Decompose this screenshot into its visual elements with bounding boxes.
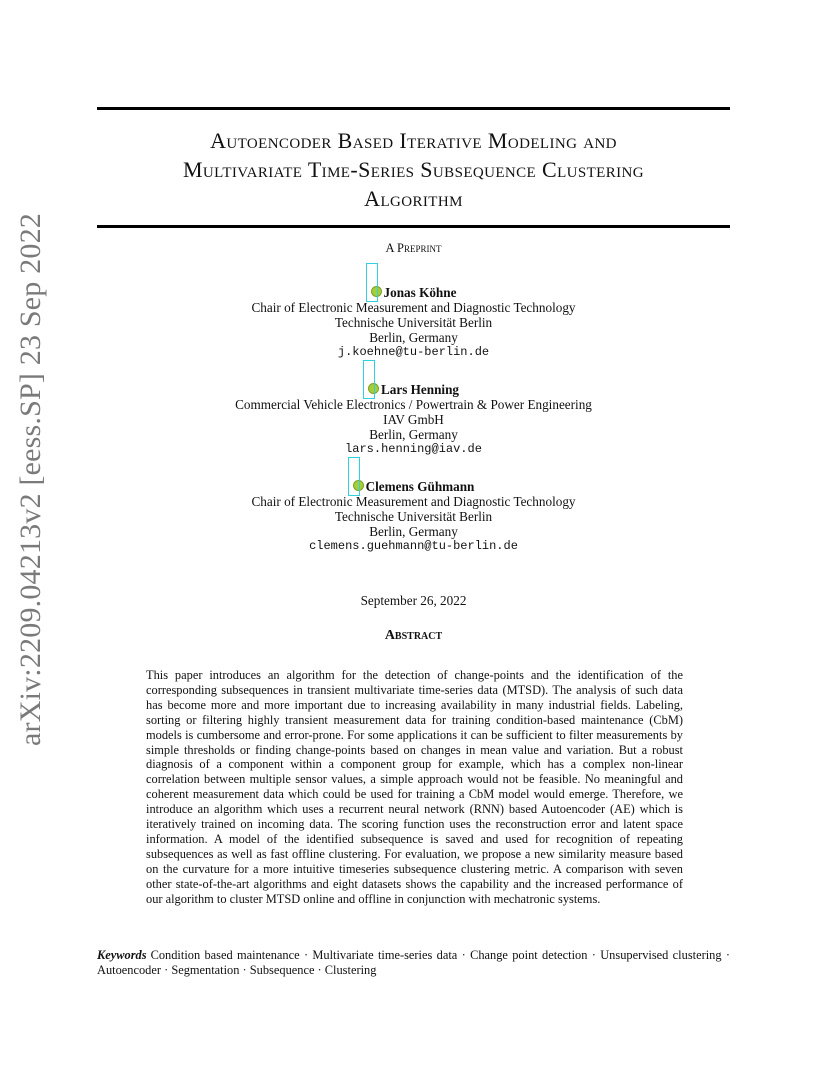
author-affiliation: Chair of Electronic Measurement and Diagnostic Technology [251,300,576,315]
orcid-icon[interactable] [353,480,364,491]
author-block-3 [97,479,730,554]
title-line-3: Algorithm [364,186,463,211]
orcid-link-box[interactable] [348,457,360,496]
author-location: Berlin, Germany [369,524,458,539]
keywords-label: Keywords [97,948,147,962]
orcid-link-box[interactable] [366,263,378,302]
title-line-1: Autoencoder Based Iterative Modeling and [210,128,617,153]
arxiv-stamp[interactable]: arXiv:2209.04213v2 [eess.SP] 23 Sep 2022 [14,213,47,746]
author-institution: Technische Universität Berlin [334,315,493,330]
author-email[interactable]: clemens.guehmann@tu-berlin.de [309,539,518,553]
orcid-link-box[interactable] [363,360,375,399]
author-block-2 [97,382,730,457]
author-name: Jonas Köhne [383,285,457,300]
publication-date: September 26, 2022 [360,593,467,608]
keywords-text: Condition based maintenance · Multivariate time-series data · Change point detection · Unsupervised clustering · Autoencoder · Segmentation · Subsequence · Clustering [97,948,730,977]
preprint-label: A Preprint [385,241,442,255]
title-rule-bottom [97,225,730,228]
abstract-heading: Abstract [384,628,443,643]
author-name: Clemens Gühmann [365,479,475,494]
author-institution: IAV GmbH [383,412,444,427]
author-name: Lars Henning [380,382,460,397]
orcid-icon[interactable] [368,383,379,394]
paper-title [97,126,730,213]
author-location: Berlin, Germany [369,330,458,345]
author-institution: Technische Universität Berlin [334,509,493,524]
keywords [97,948,730,978]
abstract-text: This paper introduces an algorithm for the detection of change-points and the identification of the corresponding subsequences in transient multivariate time-series data (MTSD). The analysis of such data has become more and more important due to increasing availability in many industrial fields. Labeling, sorting or filtering highly transient measurement data for training condition-based maintenance (CbM) models is cumbersome and error-prone. For some applications it can be sufficient to filter measurements by simple thresholds or finding change-points based on changes in mean value and variation. But a robust diagnosis of a component within a component group for example, which has a complex non-linear correlation between multiple sensor values, a simple approach would not be feasible. No meaningful and coherent measurement data which could be used for training a CbM model would emerge. Therefore, we introduce an algorithm which uses a recurrent neural network (RNN) based Autoencoder (AE) which is iteratively trained on incoming data. The scoring function uses the reconstruction error and latent space information. A model of the identified subsequence is saved and used for recognition of repeating subsequences as well as fast offline clustering. For evaluation, we propose a new similarity measure based on the curvature for a more intuitive timeseries subsequence clustering metric. A comparison with seven other state-of-the-art algorithms and eight datasets shows the capability and the increased performance of our algorithm to cluster MTSD online and offline in conjunction with mechatronic systems. [146,668,683,906]
author-block-1 [97,285,730,360]
author-location: Berlin, Germany [369,427,458,442]
author-email[interactable]: lars.henning@iav.de [345,442,482,456]
title-rule-top [97,107,730,110]
author-affiliation: Commercial Vehicle Electronics / Powertrain & Power Engineering [235,397,592,412]
title-line-2: Multivariate Time-Series Subsequence Clustering [182,157,645,182]
author-affiliation: Chair of Electronic Measurement and Diagnostic Technology [251,494,576,509]
orcid-icon[interactable] [371,286,382,297]
author-email[interactable]: j.koehne@tu-berlin.de [337,345,490,359]
